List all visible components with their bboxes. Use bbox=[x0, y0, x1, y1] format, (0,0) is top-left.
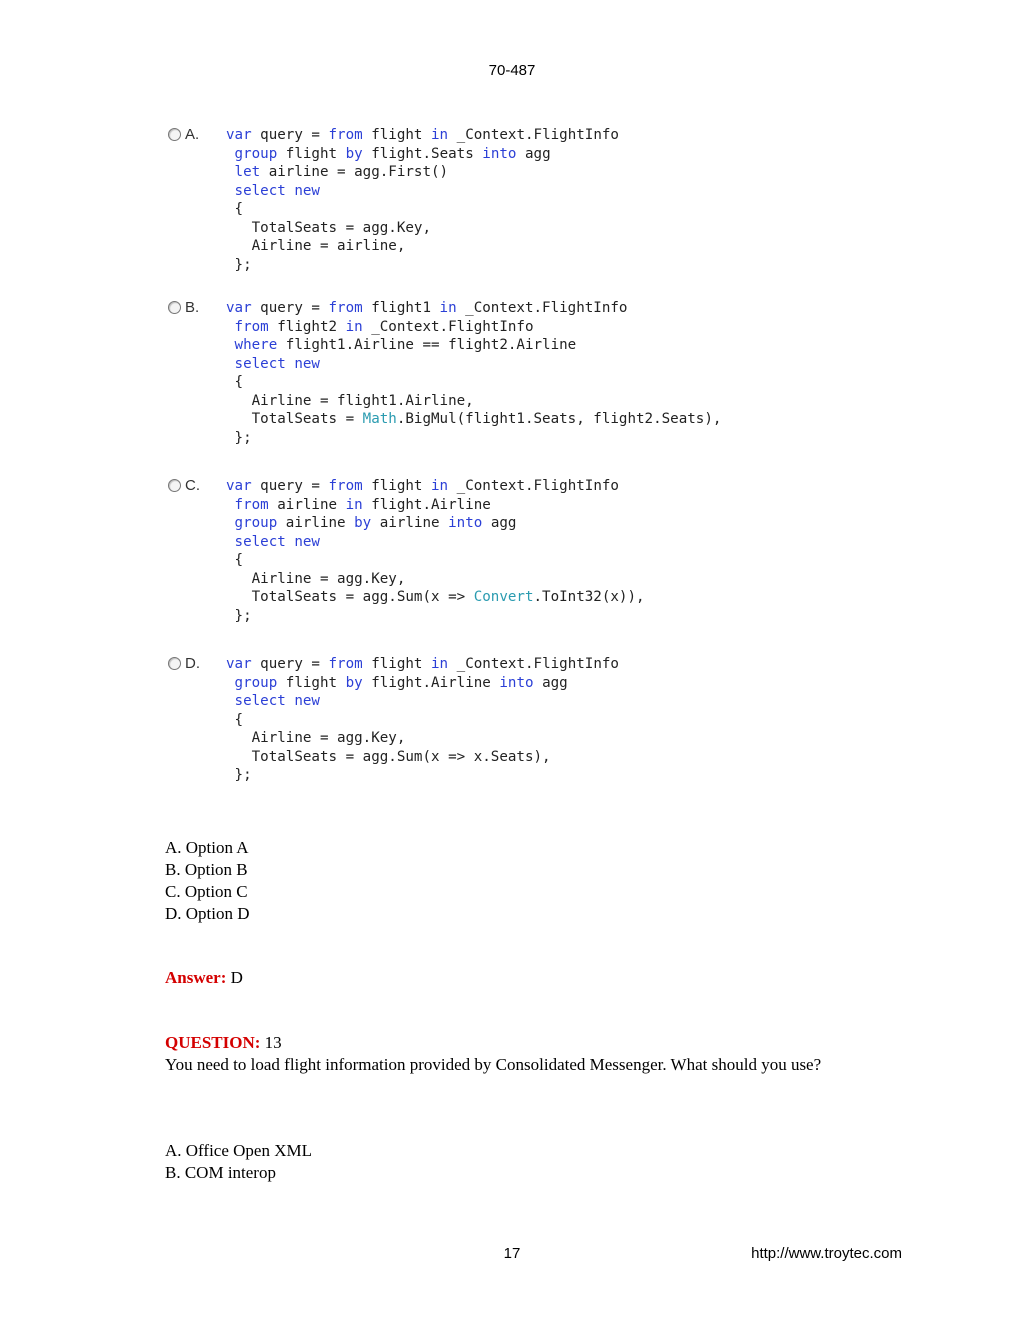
code-line: where flight1.Airline == flight2.Airline bbox=[234, 337, 577, 353]
choice-item: B. Option B bbox=[165, 860, 248, 879]
option-label: D. bbox=[185, 655, 200, 672]
code-line: }; bbox=[226, 767, 252, 783]
radio-option-b[interactable] bbox=[168, 299, 199, 316]
code-line: group flight by flight.Seats into agg bbox=[234, 145, 551, 162]
code-line: select new bbox=[234, 182, 320, 199]
question-label: QUESTION: bbox=[165, 1033, 261, 1052]
code-line: }; bbox=[226, 607, 252, 624]
code-line: TotalSeats = agg.Sum(x => x.Seats), bbox=[226, 748, 551, 765]
code-line: var query = from flight in _Context.FlightInfo bbox=[226, 127, 619, 143]
question-number: 13 bbox=[260, 1033, 282, 1052]
code-option-b bbox=[168, 299, 828, 449]
radio-circle-icon[interactable] bbox=[168, 128, 181, 141]
radio-circle-icon[interactable] bbox=[168, 301, 181, 314]
code-line: from airline in flight.Airline bbox=[234, 496, 491, 513]
question-heading bbox=[165, 1032, 845, 1054]
footer-url-link[interactable]: http://www.troytec.com bbox=[751, 1245, 902, 1262]
code-option-d bbox=[168, 655, 828, 790]
code-option-c bbox=[168, 477, 828, 627]
code-snippet bbox=[226, 655, 619, 785]
code-line: Airline = agg.Key, bbox=[226, 730, 406, 746]
code-line: }; bbox=[226, 429, 252, 446]
option-label: C. bbox=[185, 477, 200, 494]
answer-value: D bbox=[226, 968, 243, 987]
code-snippet bbox=[226, 299, 721, 447]
code-line: from flight2 in _Context.FlightInfo bbox=[234, 318, 534, 335]
radio-option-a[interactable] bbox=[168, 126, 199, 143]
question-body: You need to load flight information provided by Consolidated Messenger. What should you use? bbox=[165, 1055, 822, 1074]
code-line: let airline = agg.First() bbox=[234, 164, 449, 180]
option-label: A. bbox=[185, 126, 200, 143]
code-snippet bbox=[226, 477, 645, 625]
code-line: select new bbox=[234, 533, 320, 550]
radio-option-c[interactable] bbox=[168, 477, 200, 494]
answer-label: Answer: bbox=[165, 968, 227, 987]
page-header-exam-code: 70-487 bbox=[488, 62, 536, 79]
radio-circle-icon[interactable] bbox=[168, 479, 181, 492]
code-snippet bbox=[226, 126, 619, 274]
code-line: TotalSeats = agg.Key, bbox=[226, 219, 431, 236]
code-line: { bbox=[226, 711, 244, 728]
code-line: select new bbox=[234, 355, 320, 372]
code-line: group airline by airline into agg bbox=[234, 515, 517, 531]
code-line: var query = from flight in _Context.FlightInfo bbox=[226, 656, 619, 672]
radio-option-d[interactable] bbox=[168, 655, 200, 672]
code-line: TotalSeats = Math.BigMul(flight1.Seats, flight2.Seats), bbox=[226, 411, 722, 427]
code-line: group flight by flight.Airline into agg bbox=[234, 674, 568, 691]
choice-item: B. COM interop bbox=[165, 1163, 276, 1182]
choice-item: C. Option C bbox=[165, 882, 248, 901]
code-line: { bbox=[226, 552, 244, 568]
code-line: TotalSeats = agg.Sum(x => Convert.ToInt32(x)), bbox=[226, 589, 645, 605]
radio-circle-icon[interactable] bbox=[168, 657, 181, 670]
code-option-a bbox=[168, 126, 828, 276]
code-line: { bbox=[226, 374, 244, 390]
code-line: select new bbox=[234, 693, 320, 709]
code-line: { bbox=[226, 201, 244, 217]
code-line: }; bbox=[226, 256, 252, 273]
page-number: 17 bbox=[503, 1245, 521, 1262]
code-line: var query = from flight1 in _Context.FlightInfo bbox=[226, 300, 628, 316]
choice-item: D. Option D bbox=[165, 904, 250, 923]
choice-item: A. Option A bbox=[165, 838, 249, 857]
answer-choices bbox=[165, 837, 250, 925]
question-block bbox=[165, 1032, 845, 1076]
code-line: var query = from flight in _Context.FlightInfo bbox=[226, 478, 619, 494]
option-label: B. bbox=[185, 299, 200, 316]
answer-line bbox=[165, 967, 243, 989]
code-line: Airline = flight1.Airline, bbox=[226, 392, 474, 409]
question-choices bbox=[165, 1140, 312, 1184]
code-line: Airline = agg.Key, bbox=[226, 570, 406, 587]
choice-item: A. Office Open XML bbox=[165, 1141, 312, 1160]
code-line: Airline = airline, bbox=[226, 238, 406, 254]
